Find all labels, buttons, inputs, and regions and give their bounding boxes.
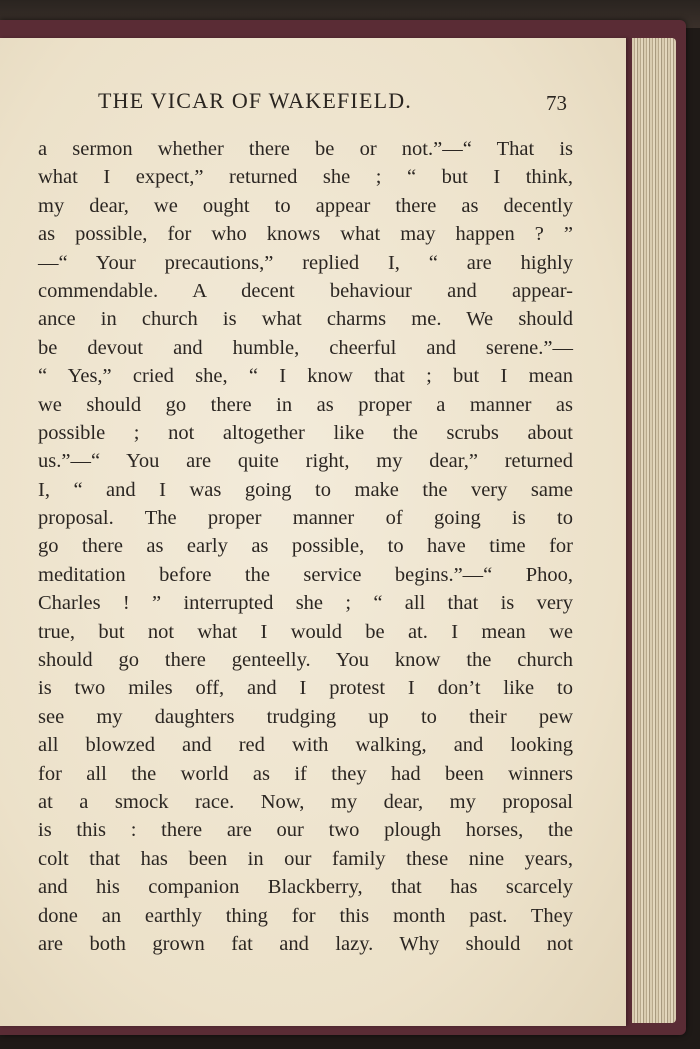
text-line: all blowzed and red with walking, and looking [38, 734, 573, 757]
text-line: possible ; not altogether like the scrubs about [38, 421, 573, 444]
text-line: and his companion Blackberry, that has scarcely [38, 876, 573, 899]
text-line: we should go there in as proper a manner as [38, 393, 573, 416]
text-line: go there as early as possible, to have time for [38, 535, 573, 558]
text-line: I, “ and I was going to make the very same [38, 478, 573, 501]
text-line: true, but not what I would be at. I mean we [38, 620, 573, 643]
text-line: what I expect,” returned she ; “ but I think, [38, 166, 573, 189]
text-line: —“ Your precautions,” replied I, “ are highly [38, 251, 573, 274]
text-line: my dear, we ought to appear there as decently [38, 194, 573, 217]
text-line: are both grown fat and lazy. Why should not [38, 932, 573, 955]
text-line: colt that has been in our family these nine years, [38, 847, 573, 870]
running-head: THE VICAR OF WAKEFIELD. [98, 88, 413, 113]
text-line: commendable. A decent behaviour and appear- [38, 279, 573, 302]
page-edges [632, 38, 676, 1023]
text-line: “ Yes,” cried she, “ I know that ; but I mean [38, 365, 573, 388]
text-line: meditation before the service begins.”—“ Phoo, [38, 563, 573, 586]
text-line: at a smock race. Now, my dear, my proposal [38, 790, 573, 813]
text-line: done an earthly thing for this month past. They [38, 904, 573, 927]
text-line: ance in church is what charms me. We should [38, 308, 573, 331]
text-line: a sermon whether there be or not.”—“ That is [38, 138, 573, 160]
book-page [0, 38, 626, 1026]
text-line: as possible, for who knows what may happen ? ” [38, 223, 573, 246]
text-line: Charles ! ” interrupted she ; “ all that is very [38, 592, 573, 615]
text-line: is two miles off, and I protest I don’t like to [38, 677, 573, 700]
text-line: is this : there are our two plough horses, the [38, 819, 573, 842]
text-line: us.”—“ You are quite right, my dear,” returned [38, 450, 573, 473]
text-line: should go there genteelly. You know the church [38, 649, 573, 672]
text-line: be devout and humble, cheerful and serene.”— [38, 336, 573, 359]
page-number: 73 [546, 91, 567, 115]
text-line: see my daughters trudging up to their pew [38, 705, 573, 728]
body-text [38, 135, 573, 958]
text-line: for all the world as if they had been winners [38, 762, 573, 785]
text-line: proposal. The proper manner of going is to [38, 507, 573, 530]
